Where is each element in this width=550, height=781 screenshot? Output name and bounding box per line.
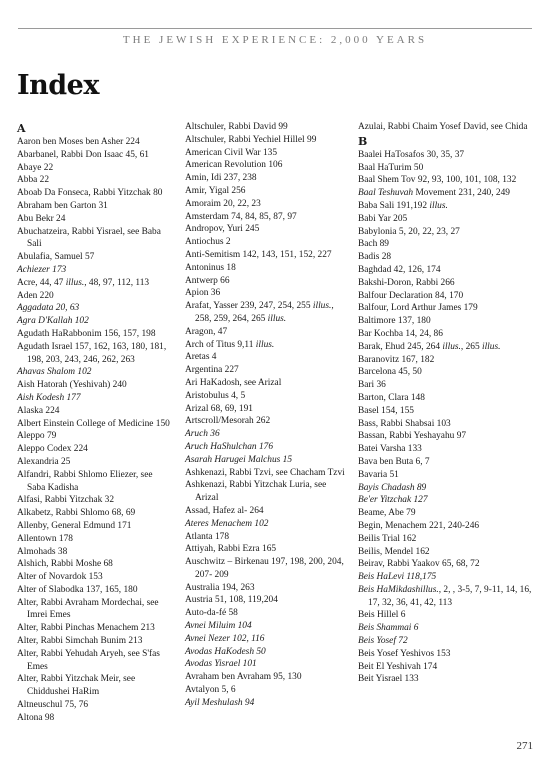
index-entry: Bass, Rabbi Shabsai 103 (358, 418, 451, 429)
index-entry: Aleppo Codex 224 (17, 444, 88, 455)
index-entry: Alfandri, Rabbi Shlomo Eliezer, see Saba Kadisha (17, 469, 153, 493)
index-entry: Attiyah, Rabbi Ezra 165 (185, 544, 277, 555)
index-entry: Begin, Menachem 221, 240-246 (358, 520, 480, 531)
index-entry: Aden 220 (17, 290, 54, 301)
index-entry: Abulafia, Samuel 57 (17, 252, 95, 263)
index-entry: Azulai, Rabbi Chaim Yosef David, see Chida (358, 122, 528, 132)
index-entry: Aleppo 79 (17, 431, 57, 442)
index-entry: Beame, Abe 79 (358, 508, 416, 519)
index-entry: Ari HaKadosh, see Arizal (185, 377, 282, 388)
index-column-1 (17, 121, 172, 725)
index-column-3 (358, 121, 534, 686)
index-entry: Aretas 4 (185, 352, 217, 363)
index-entry: Bava ben Buta 6, 7 (358, 456, 430, 467)
index-entry: Aish Kodesh 177 (17, 392, 81, 403)
index-entry: Abuchatzeira, Rabbi Yisrael, see Baba Sali (17, 226, 161, 250)
index-entry: Beis Yosef Yeshivos 153 (358, 648, 451, 659)
index-entry: Abba 22 (17, 175, 50, 186)
index-entry: Beilis Trial 162 (358, 533, 417, 544)
index-entry: Agudath Israel 157, 162, 163, 180, 181, 198, 203, 243, 246, 262, 263 (17, 341, 167, 365)
index-entry: Arafat, Yasser 239, 247, 254, 255 illus., 258, 259, 264, 265 illus. (185, 301, 334, 324)
running-header: THE JEWISH EXPERIENCE: 2,000 YEARS (122, 34, 428, 46)
index-entry: Agudath HaRabbonim 156, 157, 198 (17, 328, 156, 339)
index-entry: Baranovitz 167, 182 (358, 354, 435, 365)
index-entry: American Civil War 135 (185, 147, 278, 158)
index-entry: Altschuler, Rabbi Yechiel Hillel 99 (185, 134, 317, 145)
index-entry: Arizal 68, 69, 191 (185, 403, 253, 414)
index-entry: Bayis Chadash 89 (358, 482, 427, 493)
index-entry: Ahavas Shalom 102 (17, 367, 92, 378)
index-entry: Amsterdam 74, 84, 85, 87, 97 (185, 211, 297, 222)
index-entry: Aragon, 47 (185, 326, 228, 337)
index-entry: Batei Varsha 133 (358, 444, 422, 455)
index-entry: Beis Shammai 6 (358, 623, 419, 634)
index-entry: Almohads 38 (17, 546, 68, 557)
index-entry: Artscroll/Mesorah 262 (185, 416, 271, 427)
index-entry: Aruch 36 (185, 429, 220, 440)
index-entry: Alkabetz, Rabbi Shlomo 68, 69 (17, 508, 136, 519)
index-entry: Antwerp 66 (185, 275, 230, 286)
index-entry: Ashkenazi, Rabbi Tzvi, see Chacham Tzvi (185, 467, 345, 478)
index-entry: Aboab Da Fonseca, Rabbi Yitzchak 80 (17, 188, 163, 199)
index-entry: Alter of Novardok 153 (17, 572, 103, 583)
index-entry: Aruch HaShulchan 176 (185, 441, 274, 452)
index-entry: Barton, Clara 148 (358, 392, 425, 403)
index-entry: Alter, Rabbi Pinchas Menachem 213 (17, 623, 155, 634)
index-entry: Albert Einstein College of Medicine 150 (17, 418, 170, 429)
index-entry: Beis Yosef 72 (358, 636, 408, 647)
index-entry: Allentown 178 (17, 533, 73, 544)
index-entry: Aggadata 20, 63 (17, 303, 80, 314)
index-entry: Avodas Yisrael 101 (185, 659, 257, 670)
index-entry: Alter, Rabbi Simchah Bunim 213 (17, 636, 143, 647)
index-entry: Bari 36 (358, 380, 386, 391)
index-entry: Atlanta 178 (185, 531, 230, 542)
index-entry: Alter, Rabbi Yitzchak Meir, see Chiddushei HaRim (17, 674, 136, 698)
index-entry: Barak, Ehud 245, 264 illus., 265 illus. (358, 341, 501, 352)
index-entry: Balfour, Lord Arthur James 179 (358, 303, 478, 314)
index-entry: Beilis, Mendel 162 (358, 546, 430, 557)
index-entry: Beit El Yeshivah 174 (358, 661, 438, 672)
index-entry: Bach 89 (358, 239, 389, 250)
index-entry: Amir, Yigal 256 (185, 185, 246, 196)
index-entry: Balfour Declaration 84, 170 (358, 290, 464, 301)
index-entry: Beirav, Rabbi Yaakov 65, 68, 72 (358, 559, 480, 570)
header-rule (18, 28, 532, 29)
index-entry: Antoninus 18 (185, 262, 236, 273)
index-entry: Avraham ben Avraham 95, 130 (185, 672, 302, 683)
index-entry: Bavaria 51 (358, 469, 399, 480)
index-entry: Badis 28 (358, 252, 392, 263)
index-entry: Andropov, Yuri 245 (185, 224, 260, 235)
index-entry: Aaron ben Moses ben Asher 224 (17, 137, 140, 147)
index-entry: Australia 194, 263 (185, 582, 255, 593)
index-entry: Bassan, Rabbi Yeshayahu 97 (358, 431, 467, 442)
index-entry: Alaska 224 (17, 405, 60, 416)
index-entry: Antiochus 2 (185, 237, 231, 248)
index-entry: Anti-Semitism 142, 143, 151, 152, 227 (185, 249, 332, 260)
index-entry: Abaye 22 (17, 162, 54, 173)
index-entry: Alter, Rabbi Yehudah Aryeh, see S'fas Emes (17, 648, 160, 672)
index-entry: Baltimore 137, 180 (358, 316, 431, 327)
index-entry: Basel 154, 155 (358, 405, 414, 416)
index-entry: Baal Teshuvah Movement 231, 240, 249 (358, 188, 510, 199)
index-entry: Baalei HaTosafos 30, 35, 37 (358, 149, 465, 160)
section-letter: B (358, 134, 368, 148)
index-entry: Avodas HaKodesh 50 (185, 646, 266, 657)
index-entry: Auto-da-fé 58 (185, 608, 238, 619)
index-entry: Asarah Harugei Malchus 15 (185, 454, 293, 465)
index-entry: Babylonia 5, 20, 22, 23, 27 (358, 226, 460, 237)
index-entry: Barcelona 45, 50 (358, 367, 422, 378)
index-entry: Baal HaTurim 50 (358, 162, 424, 173)
section-letter: A (17, 122, 26, 135)
index-entry: Austria 51, 108, 119,204 (185, 595, 278, 606)
index-entry: Avnei Miluim 104 (185, 621, 252, 632)
index-entry: Beis HaMikdashillus., 2, , 3-5, 7, 9-11, 14, 16, 17, 32, 36, 41, 42, 113 (358, 584, 532, 608)
index-entry: Alshich, Rabbi Moshe 68 (17, 559, 113, 570)
index-entry: Bar Kochba 14, 24, 86 (358, 328, 443, 339)
index-column-2 (185, 121, 345, 710)
index-entry: Ashkenazi, Rabbi Yitzchak Luria, see Arizal (185, 480, 327, 504)
index-entry: Baba Sali 191,192 illus. (358, 200, 448, 211)
index-entry: Aristobulus 4, 5 (185, 390, 246, 401)
index-entry: Altneuschul 75, 76 (17, 700, 89, 711)
index-entry: Beis HaLevi 118,175 (358, 572, 437, 583)
index-entry: Alter of Slabodka 137, 165, 180 (17, 584, 138, 595)
index-entry: Ayil Meshulash 94 (185, 697, 255, 708)
index-entry: Beis Hillel 6 (358, 610, 406, 621)
index-entry: Be'er Yitzchak 127 (358, 495, 428, 506)
index-entry: Avnei Nezer 102, 116 (185, 633, 265, 644)
index-entry: Baghdad 42, 126, 174 (358, 264, 441, 275)
index-entry: Altona 98 (17, 712, 55, 723)
index-entry: American Revolution 106 (185, 160, 283, 171)
index-entry: Abarbanel, Rabbi Don Isaac 45, 61 (17, 149, 149, 160)
index-entry: Ateres Menachem 102 (185, 518, 269, 529)
index-entry: Babi Yar 205 (358, 213, 408, 224)
index-entry: Alexandria 25 (17, 456, 71, 467)
page-number: 271 (516, 740, 533, 752)
page-title: Index (17, 70, 99, 101)
index-entry: Abraham ben Garton 31 (17, 200, 108, 211)
index-entry: Bakshi-Doron, Rabbi 266 (358, 277, 455, 288)
index-entry: Assad, Hafez al- 264 (185, 505, 264, 516)
index-entry: Acre, 44, 47 illus., 48, 97, 112, 113 (17, 277, 150, 288)
index-entry: Abu Bekr 24 (17, 213, 66, 224)
index-entry: Auschwitz – Birkenau 197, 198, 200, 204, 207- 209 (185, 557, 344, 580)
index-entry: Alter, Rabbi Avraham Mordechai, see Imrei Emes (17, 597, 159, 621)
index-entry: Arch of Titus 9,11 illus. (185, 339, 275, 350)
index-entry: Avtalyon 5, 6 (185, 685, 236, 696)
index-entry: Aish Hatorah (Yeshivah) 240 (17, 380, 127, 391)
index-entry: Baal Shem Tov 92, 93, 100, 101, 108, 132 (358, 175, 517, 186)
index-entry: Alfasi, Rabbi Yitzchak 32 (17, 495, 115, 506)
index-entry: Altschuler, Rabbi David 99 (185, 122, 288, 132)
index-entry: Amoraim 20, 22, 23 (185, 198, 261, 209)
index-entry: Amin, Idi 237, 238 (185, 173, 257, 184)
index-entry: Achiezer 173 (17, 264, 67, 275)
index-entry: Allenby, General Edmund 171 (17, 520, 132, 531)
index-entry: Apion 36 (185, 288, 221, 299)
index-entry: Argentina 227 (185, 365, 239, 376)
index-entry: Agra D'Kallah 102 (17, 316, 89, 327)
index-entry: Beit Yisrael 133 (358, 674, 419, 685)
